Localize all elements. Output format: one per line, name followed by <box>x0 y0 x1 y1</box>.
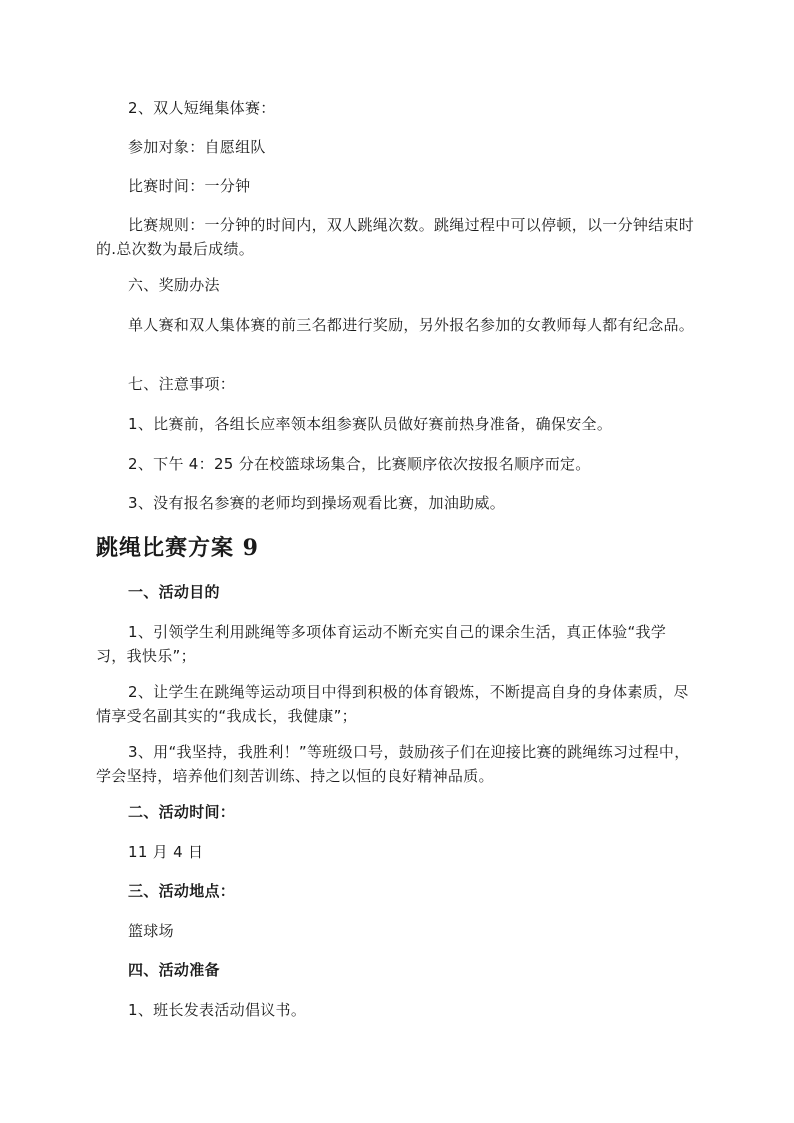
heading-purpose: 一、活动目的 <box>128 583 220 601</box>
paragraph-note-1: 1、比赛前，各组长应率领本组参赛队员做好赛前热身准备，确保安全。 <box>128 415 613 433</box>
heading-time: 二、活动时间： <box>128 803 236 821</box>
paragraph-place-value: 篮球场 <box>128 922 174 940</box>
paragraph-time-value: 11 月 4 日 <box>128 843 204 861</box>
paragraph-purpose-3: 3、用“我坚持，我胜利！”等班级口号，鼓励孩子们在迎接比赛的跳绳练习过程中，学会坚持，培养他们刻苦训练、持之以恒的良好精神品质。 <box>96 743 690 785</box>
section-title: 跳绳比赛方案 9 <box>96 535 259 561</box>
paragraph-award: 单人赛和双人集体赛的前三名都进行奖励，另外报名参加的女教师每人都有纪念品。 <box>128 316 695 334</box>
paragraph-note-2: 2、下午 4：25 分在校篮球场集合，比赛顺序依次按报名顺序而定。 <box>128 455 591 473</box>
paragraph-item-2-title: 2、双人短绳集体赛： <box>128 99 276 117</box>
paragraph-prep-1: 1、班长发表活动倡议书。 <box>128 1001 307 1019</box>
heading-prep: 四、活动准备 <box>128 961 220 979</box>
heading-award: 六、奖励办法 <box>128 276 220 294</box>
paragraph-participants: 参加对象：自愿组队 <box>128 138 266 156</box>
heading-notes: 七、注意事项： <box>128 375 236 393</box>
paragraph-purpose-1: 1、引领学生利用跳绳等多项体育运动不断充实自己的课余生活，真正体验“我学习，我快乐”； <box>96 623 667 665</box>
heading-place: 三、活动地点： <box>128 882 236 900</box>
paragraph-purpose-2: 2、让学生在跳绳等运动项目中得到积极的体育锻炼，不断提高自身的身体素质，尽情享受名副其实的“我成长，我健康”； <box>96 683 689 725</box>
paragraph-note-3: 3、没有报名参赛的老师均到操场观看比赛，加油助威。 <box>128 494 506 512</box>
paragraph-time: 比赛时间：一分钟 <box>128 177 251 195</box>
paragraph-rules: 比赛规则：一分钟的时间内，双人跳绳次数。跳绳过程中可以停顿，以一分钟结束时的.总次数为最后成绩。 <box>96 216 695 258</box>
